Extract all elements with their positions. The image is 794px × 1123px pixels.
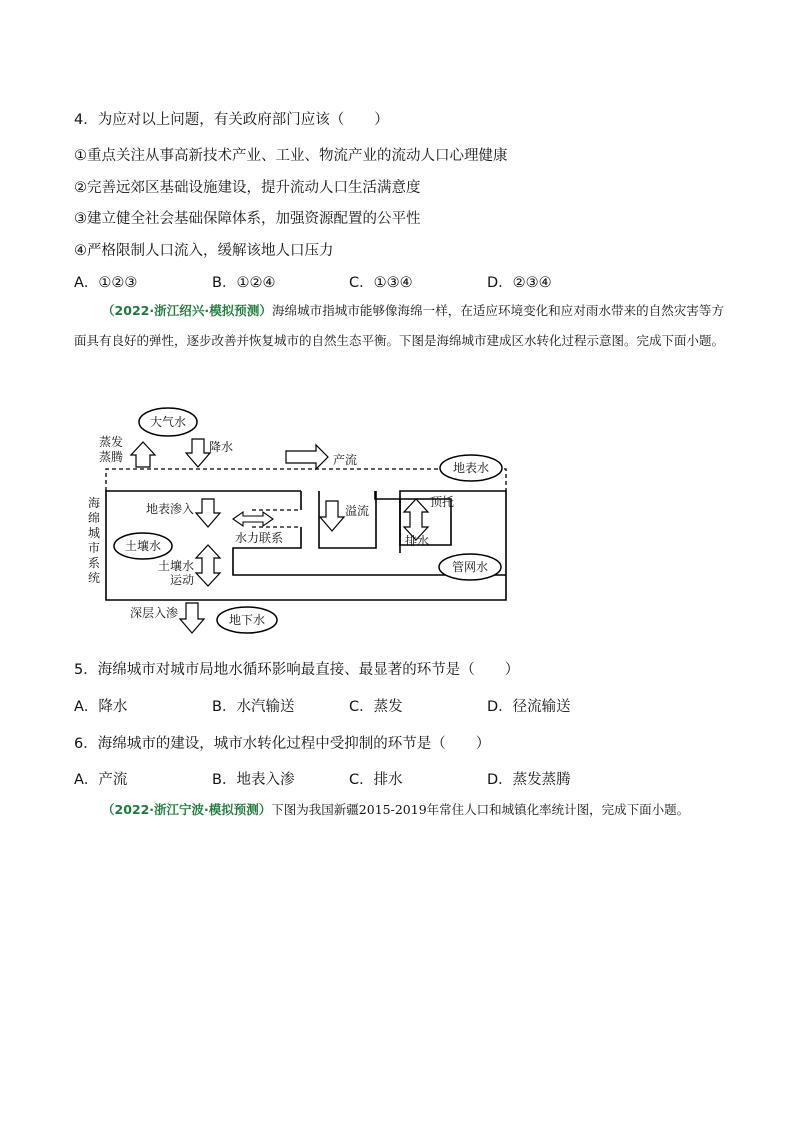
jacking-label: 顶托 <box>430 495 455 509</box>
q5-option-a[interactable]: A．降水 <box>74 699 128 715</box>
soil-water-label: 土壤水 <box>124 539 162 553</box>
soil-movement-label-1: 土壤水 <box>158 559 195 573</box>
q4-stem: 4．为应对以上问题，有关政府部门应该（ ） <box>74 112 389 128</box>
runoff-right-arrow <box>286 445 328 469</box>
city-char-1: 海 <box>88 496 101 510</box>
evaporation-up-arrow <box>131 442 155 467</box>
runoff-label: 产流 <box>333 453 358 467</box>
intro-text: 海绵城市指城市能够像海绵一样，在适应环境变化和应对雨水带来的自然灾害等方面具有良好的弹性，逐步改善并恢复城市的自然生态平衡。下图是海绵城市建成区水转化过程示意图。完成下面小题。 <box>74 303 725 348</box>
intro-sponge-city <box>74 296 724 356</box>
sponge-city-diagram <box>80 395 520 645</box>
transpiration-label: 蒸腾 <box>99 450 124 464</box>
evaporation-label: 蒸发 <box>99 435 124 449</box>
q4-options <box>74 271 714 291</box>
city-char-4: 市 <box>88 541 101 555</box>
intro-xinjiang <box>74 795 724 825</box>
intro-text-2: 下图为我国新疆2015-2019年常住人口和城镇化率统计图，完成下面小题。 <box>271 802 690 817</box>
precipitation-label: 降水 <box>209 440 234 454</box>
q5-stem: 5．海绵城市对城市局地水循环影响最直接、最显著的环节是（ ） <box>74 662 520 678</box>
q6-option-a[interactable]: A．产流 <box>74 772 128 788</box>
q6-option-d[interactable]: D．蒸发蒸腾 <box>487 772 571 788</box>
q4-option-a[interactable]: A．①②③ <box>74 275 138 291</box>
q4-option-b[interactable]: B．①②④ <box>212 275 276 291</box>
hydraulic-label: 水力联系 <box>235 531 284 545</box>
q5-option-d[interactable]: D．径流输送 <box>487 699 571 715</box>
deep-seepage-down-arrow <box>180 603 204 633</box>
surface-water-label: 地表水 <box>452 461 490 475</box>
infiltration-label: 地表渗入 <box>146 502 195 516</box>
q4-item-2: ②完善远郊区基础设施建设，提升流动人口生活满意度 <box>74 180 421 196</box>
q6-option-b[interactable]: B．地表入渗 <box>212 772 295 788</box>
city-char-5: 系 <box>88 556 101 570</box>
infiltration-down-arrow <box>196 499 220 527</box>
q5-option-b[interactable]: B．水汽输送 <box>212 699 295 715</box>
pipe-water-label: 管网水 <box>451 560 489 574</box>
soil-movement-label-2: 运动 <box>170 573 195 587</box>
q4-item-1: ①重点关注从事高新技术产业、工业、物流产业的流动人口心理健康 <box>74 148 508 164</box>
q6-stem: 6．海绵城市的建设，城市水转化过程中受抑制的环节是（ ） <box>74 736 491 752</box>
hydraulic-double-arrow <box>233 512 273 526</box>
q4-item-3: ③建立健全社会基础保障体系，加强资源配置的公平性 <box>74 211 421 227</box>
precipitation-down-arrow <box>186 439 210 467</box>
groundwater-label: 地下水 <box>228 613 266 627</box>
q6-options <box>74 768 714 788</box>
deep-seepage-label: 深层入渗 <box>130 606 179 620</box>
city-char-3: 城 <box>88 526 101 540</box>
q4-item-4: ④严格限制人口流入，缓解该地人口压力 <box>74 243 334 259</box>
source-tag-2: （2022·浙江宁波·模拟预测） <box>102 802 272 817</box>
q4-option-c[interactable]: C．①③④ <box>349 275 413 291</box>
overflow-label: 溢流 <box>345 504 370 518</box>
q6-option-c[interactable]: C．排水 <box>349 772 403 788</box>
q4-option-d[interactable]: D．②③④ <box>487 275 552 291</box>
city-char-6: 统 <box>88 571 101 585</box>
soil-movement-arrow <box>196 545 220 586</box>
source-tag: （2022·浙江绍兴·模拟预测） <box>102 303 272 318</box>
overflow-down-arrow <box>320 501 344 531</box>
city-char-2: 绵 <box>88 511 101 525</box>
atmosphere-water-label: 大气水 <box>149 415 187 429</box>
q5-option-c[interactable]: C．蒸发 <box>349 699 403 715</box>
drainage-label: 排水 <box>405 534 430 548</box>
q5-options <box>74 695 714 715</box>
